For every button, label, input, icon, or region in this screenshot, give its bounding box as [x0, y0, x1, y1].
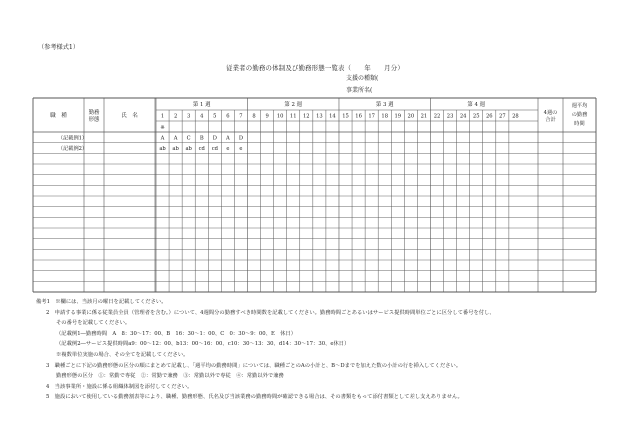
note-5: 5 施設において使用している勤務割表等により、職種、勤務形態、氏名及び当該業務の勤務時間が確認できる場合は、その書類をもって添付書類として差し支えありません。	[46, 394, 463, 401]
day-number: 4	[200, 113, 204, 120]
example-row-value: cd	[211, 146, 218, 152]
day-number: 11	[289, 113, 297, 120]
week-label-2: 第 2 週	[284, 102, 303, 108]
day-number: 19	[394, 113, 402, 120]
example-row-label: （記載例2）	[57, 146, 88, 152]
day-number: 10	[276, 113, 284, 120]
week-label-4: 第 4 週	[467, 102, 486, 108]
header-total: 4週の	[543, 110, 558, 116]
example-row-value: D	[238, 135, 244, 142]
office-name-field: 事業所名(	[346, 87, 373, 94]
reference-form-label: （参考様式1）	[38, 44, 80, 51]
header-work-pattern: 勤務	[88, 110, 100, 116]
service-type-field: 支援の種類(	[346, 75, 379, 82]
note-example-2: （記載例2―サービス提供時間a9：00～12：00、b13：00～16：00、c10：30～13：30、d14：30～17：30、e休日）	[56, 341, 350, 348]
day-number: 6	[226, 113, 230, 120]
day-number: 26	[485, 113, 493, 120]
day-number: 3	[187, 113, 191, 120]
note-3: 3 職種ごとに下記の勤務形態の区分の順にまとめて記載し、「週平均の勤務時間」については、職種ごとのAの小計と、B～Dまでを加えた数の小計の行を挿入してください。	[46, 362, 462, 369]
day-number: 28	[512, 113, 519, 120]
day-number: 24	[459, 113, 467, 120]
day-number: 15	[342, 113, 349, 120]
day-number: 23	[446, 113, 454, 120]
header-position: 職 種	[50, 113, 67, 119]
example-row-value: C	[186, 135, 191, 142]
example-row-label: （記載例1）	[57, 135, 88, 142]
form-title: 従業者の勤務の体制及び勤務形態一覧表（ 年 月分）	[226, 64, 404, 72]
header-weekly-avg-3: 時間	[574, 121, 585, 127]
day-number: 5	[213, 113, 217, 120]
header-name: 氏 名	[121, 113, 138, 119]
day-number: 7	[239, 113, 243, 120]
header-weekly-avg-1: 週平均	[571, 103, 588, 109]
note-example-1: （記載例1―勤務時間 A 8：30～17：00、B 16：30～1：00、C 0：30～9：00、E 休日）	[56, 330, 297, 337]
day-number: 2	[173, 113, 178, 120]
day-number: 17	[368, 113, 375, 120]
day-number: 9	[265, 113, 269, 120]
day-number: 12	[303, 113, 310, 120]
day-number: 16	[355, 113, 362, 120]
note-3-categories: 勤務形態の区分 ①：常勤で専従 ②：常勤で兼務 ③：常勤以外で専従 ④：常勤以外で兼務	[56, 373, 284, 380]
day-number: 14	[329, 113, 336, 120]
example-row-value: A	[160, 135, 165, 142]
note-2: 2 申請する事業に係る従業員全員（管理者を含む。）について、4週間分の勤務すべき時間数を記載してください。勤務時間ごとあるいはサービス提供時間単位ごとに区分して番号を付し、	[46, 309, 495, 316]
example-row-value: A	[226, 135, 230, 142]
day-number: 8	[252, 113, 256, 120]
day-number: 1	[160, 113, 165, 120]
notes-section	[36, 297, 495, 403]
day-number: 13	[316, 113, 323, 120]
header-total-2: 合計	[545, 117, 556, 123]
example-row-value: ab	[185, 146, 192, 152]
day-number: 22	[433, 113, 441, 120]
header-weekly-avg-2: の勤務	[571, 112, 588, 118]
day-number: 20	[407, 113, 415, 120]
example-row-value: e	[239, 146, 243, 152]
example-row-value: e	[226, 146, 230, 152]
example-row-value: D	[212, 135, 217, 142]
day-number: 27	[499, 113, 506, 120]
example-row-value: A	[173, 135, 178, 142]
example-row-value: ab	[172, 146, 179, 152]
week-label-3: 第 3 週	[375, 102, 394, 108]
example-row-value: B	[199, 135, 204, 142]
note-1: 備考1 ※欄には、当該月の曜日を記載してください。	[36, 299, 167, 305]
day-number: 21	[420, 113, 428, 120]
weekday-mark: ※	[160, 124, 165, 131]
note-2-cont: その番号を記載してください。	[56, 320, 131, 327]
header-work-pattern-2: 形態	[88, 117, 100, 123]
note-multiple: ※複数単位実施の場合、その全てを記載してください。	[56, 351, 189, 358]
example-row-value: cd	[198, 146, 205, 152]
note-4: 4 当該事業所・施設に係る組織体制図を添付してください。	[46, 383, 193, 390]
day-number: 25	[472, 113, 480, 120]
example-row-value: ab	[159, 146, 166, 152]
day-number: 18	[381, 113, 389, 120]
week-label-1: 第 1 週	[192, 102, 211, 108]
